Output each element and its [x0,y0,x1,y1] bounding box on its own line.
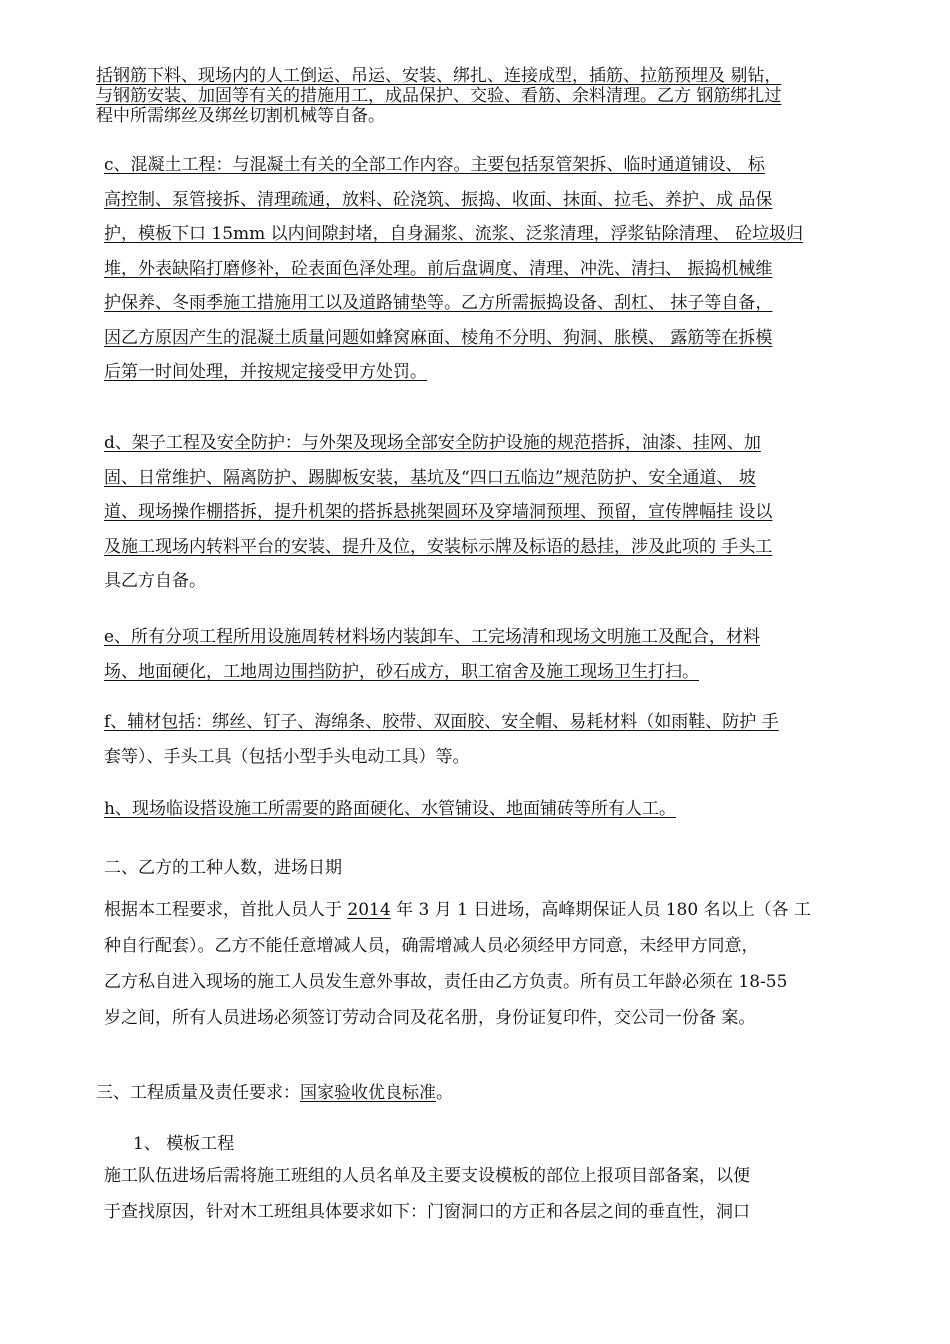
temporary-paragraph [104,792,884,827]
section2-line-1-start: 根据本工程要求，首批人员人于 [104,900,348,920]
temporary-line-1: h、现场临设搭设施工所需要的路面硬化、水管铺设、地面铺砖等所有人工。 [104,799,676,819]
concrete-paragraph [104,148,884,390]
section2-paragraph [104,892,884,1036]
scaffold-paragraph [104,426,884,599]
rebar-line-1: 括钢筋下料、现场内的人工倒运、吊运、安装、绑扎、连接成型，插筋、拉筋预埋及 剔钻， [96,66,782,86]
concrete-line-6: 因乙方原因产生的混凝土质量问题如蜂窝麻面、棱角不分明、狗洞、胀模、 露筋等在拆模 [104,327,773,348]
concrete-line-2: 高控制、泵管接拆、清理疏通，放料、砼浇筑、振捣、收面、抹面、拉毛、养护、成 品保 [104,189,773,210]
concrete-line-4: 堆，外表缺陷打磨修补，砼表面色泽处理。前后盘调度、清理、冲洗、清扫、 振捣机械维 [104,258,773,279]
concrete-line-7: 后第一时间处理，并按规定接受甲方处罚。 [104,362,427,382]
section2-line-2: 种自行配套）。乙方不能任意增减人员，确需增减人员必须经甲方同意，未经甲方同意， [104,936,759,956]
quality-standard: 国家验收优良标准 [300,1083,436,1103]
auxiliary-line-1: f、辅材包括：绑丝、钉子、海绵条、胶带、双面胶、安全帽、易耗材料（如雨鞋、防护 手 [104,712,779,732]
scaffold-line-1: d、架子工程及安全防护：与外架及现场全部安全防护设施的规范搭拆，油漆、挂网、加 [104,433,761,453]
section2-line-1-end: 年 3 月 1 日进场，高峰期保证人员 180 名以上（各 工 [390,900,811,920]
auxiliary-line-2: 套等）、手头工具（包括小型手头电动工具）等。 [104,746,470,767]
section2-line-3: 乙方私自进入现场的施工人员发生意外事故，责任由乙方负责。所有员工年龄必须在 18-55 [104,972,788,992]
formwork-paragraph [104,1158,884,1230]
scaffold-line-3: 道、现场操作棚搭拆，提升机架的搭拆悬挑架圆环及穿墙洞预埋、预留，宣传牌幅挂 设以 [104,502,773,522]
auxiliary-paragraph [104,705,884,774]
concrete-line-3: 护，模板下口 15mm 以内间隙封堵，自身漏浆、流浆、泛浆清理，浮浆钻除清理、 砼垃圾归 [104,224,804,244]
formwork-line-1: 施工队伍进场后需将施工班组的人员名单及主要支设模板的部位上报项目部备案，以便 [104,1166,750,1186]
section2-line-1 [104,892,884,928]
formwork-line-2: 于查找原因，针对木工班组具体要求如下：门窗洞口的方正和各层之间的垂直性，洞口 [104,1202,750,1222]
rebar-paragraph [96,66,886,126]
scaffold-line-5: 具乙方自备。 [104,571,206,591]
turnover-line-2: 场、地面硬化，工地周边围挡防护，砂石成方，职工宿舍及施工现场卫生打扫。 [104,661,699,682]
turnover-line-1: e、所有分项工程所用设施周转材料场内装卸车、工完场清和现场文明施工及配合，材料 [104,627,761,647]
scaffold-line-4: 及施工现场内转料平台的安装、提升及位，安装标示牌及标语的悬挂，涉及此项的 手头工 [104,536,773,557]
section2-line-4: 岁之间，所有人员进场必须签订劳动合同及花名册，身份证复印件，交公司一份备 案。 [104,1008,756,1028]
section3-heading [96,1078,453,1103]
section3-heading-end: 。 [436,1083,453,1103]
concrete-line-5: 护保养、冬雨季施工措施用工以及道路铺垫等。乙方所需振捣设备、刮杠、 抹子等自备， [104,293,773,313]
section2-heading: 二、乙方的工种人数，进场日期 [104,858,342,878]
turnover-paragraph [104,620,884,689]
rebar-line-2: 与钢筋安装、加固等有关的措施用工，成品保护、交验、看筋、余料清理。乙方 钢筋绑扎过 [96,86,782,106]
section3-heading-label: 三、工程质量及责任要求： [96,1083,300,1103]
concrete-line-1: c、混凝土工程：与混凝土有关的全部工作内容。主要包括泵管架拆、临时通道铺设、 标 [104,155,765,175]
formwork-heading: 1、 模板工程 [133,1134,235,1154]
rebar-line-3: 程中所需绑丝及绑丝切割机械等自备。 [96,106,385,126]
entry-year: 2014 [347,900,391,920]
scaffold-line-2: 固、日常维护、隔离防护、踢脚板安装，基坑及“四口五临边”规范防护、安全通道、 坡 [104,467,756,488]
